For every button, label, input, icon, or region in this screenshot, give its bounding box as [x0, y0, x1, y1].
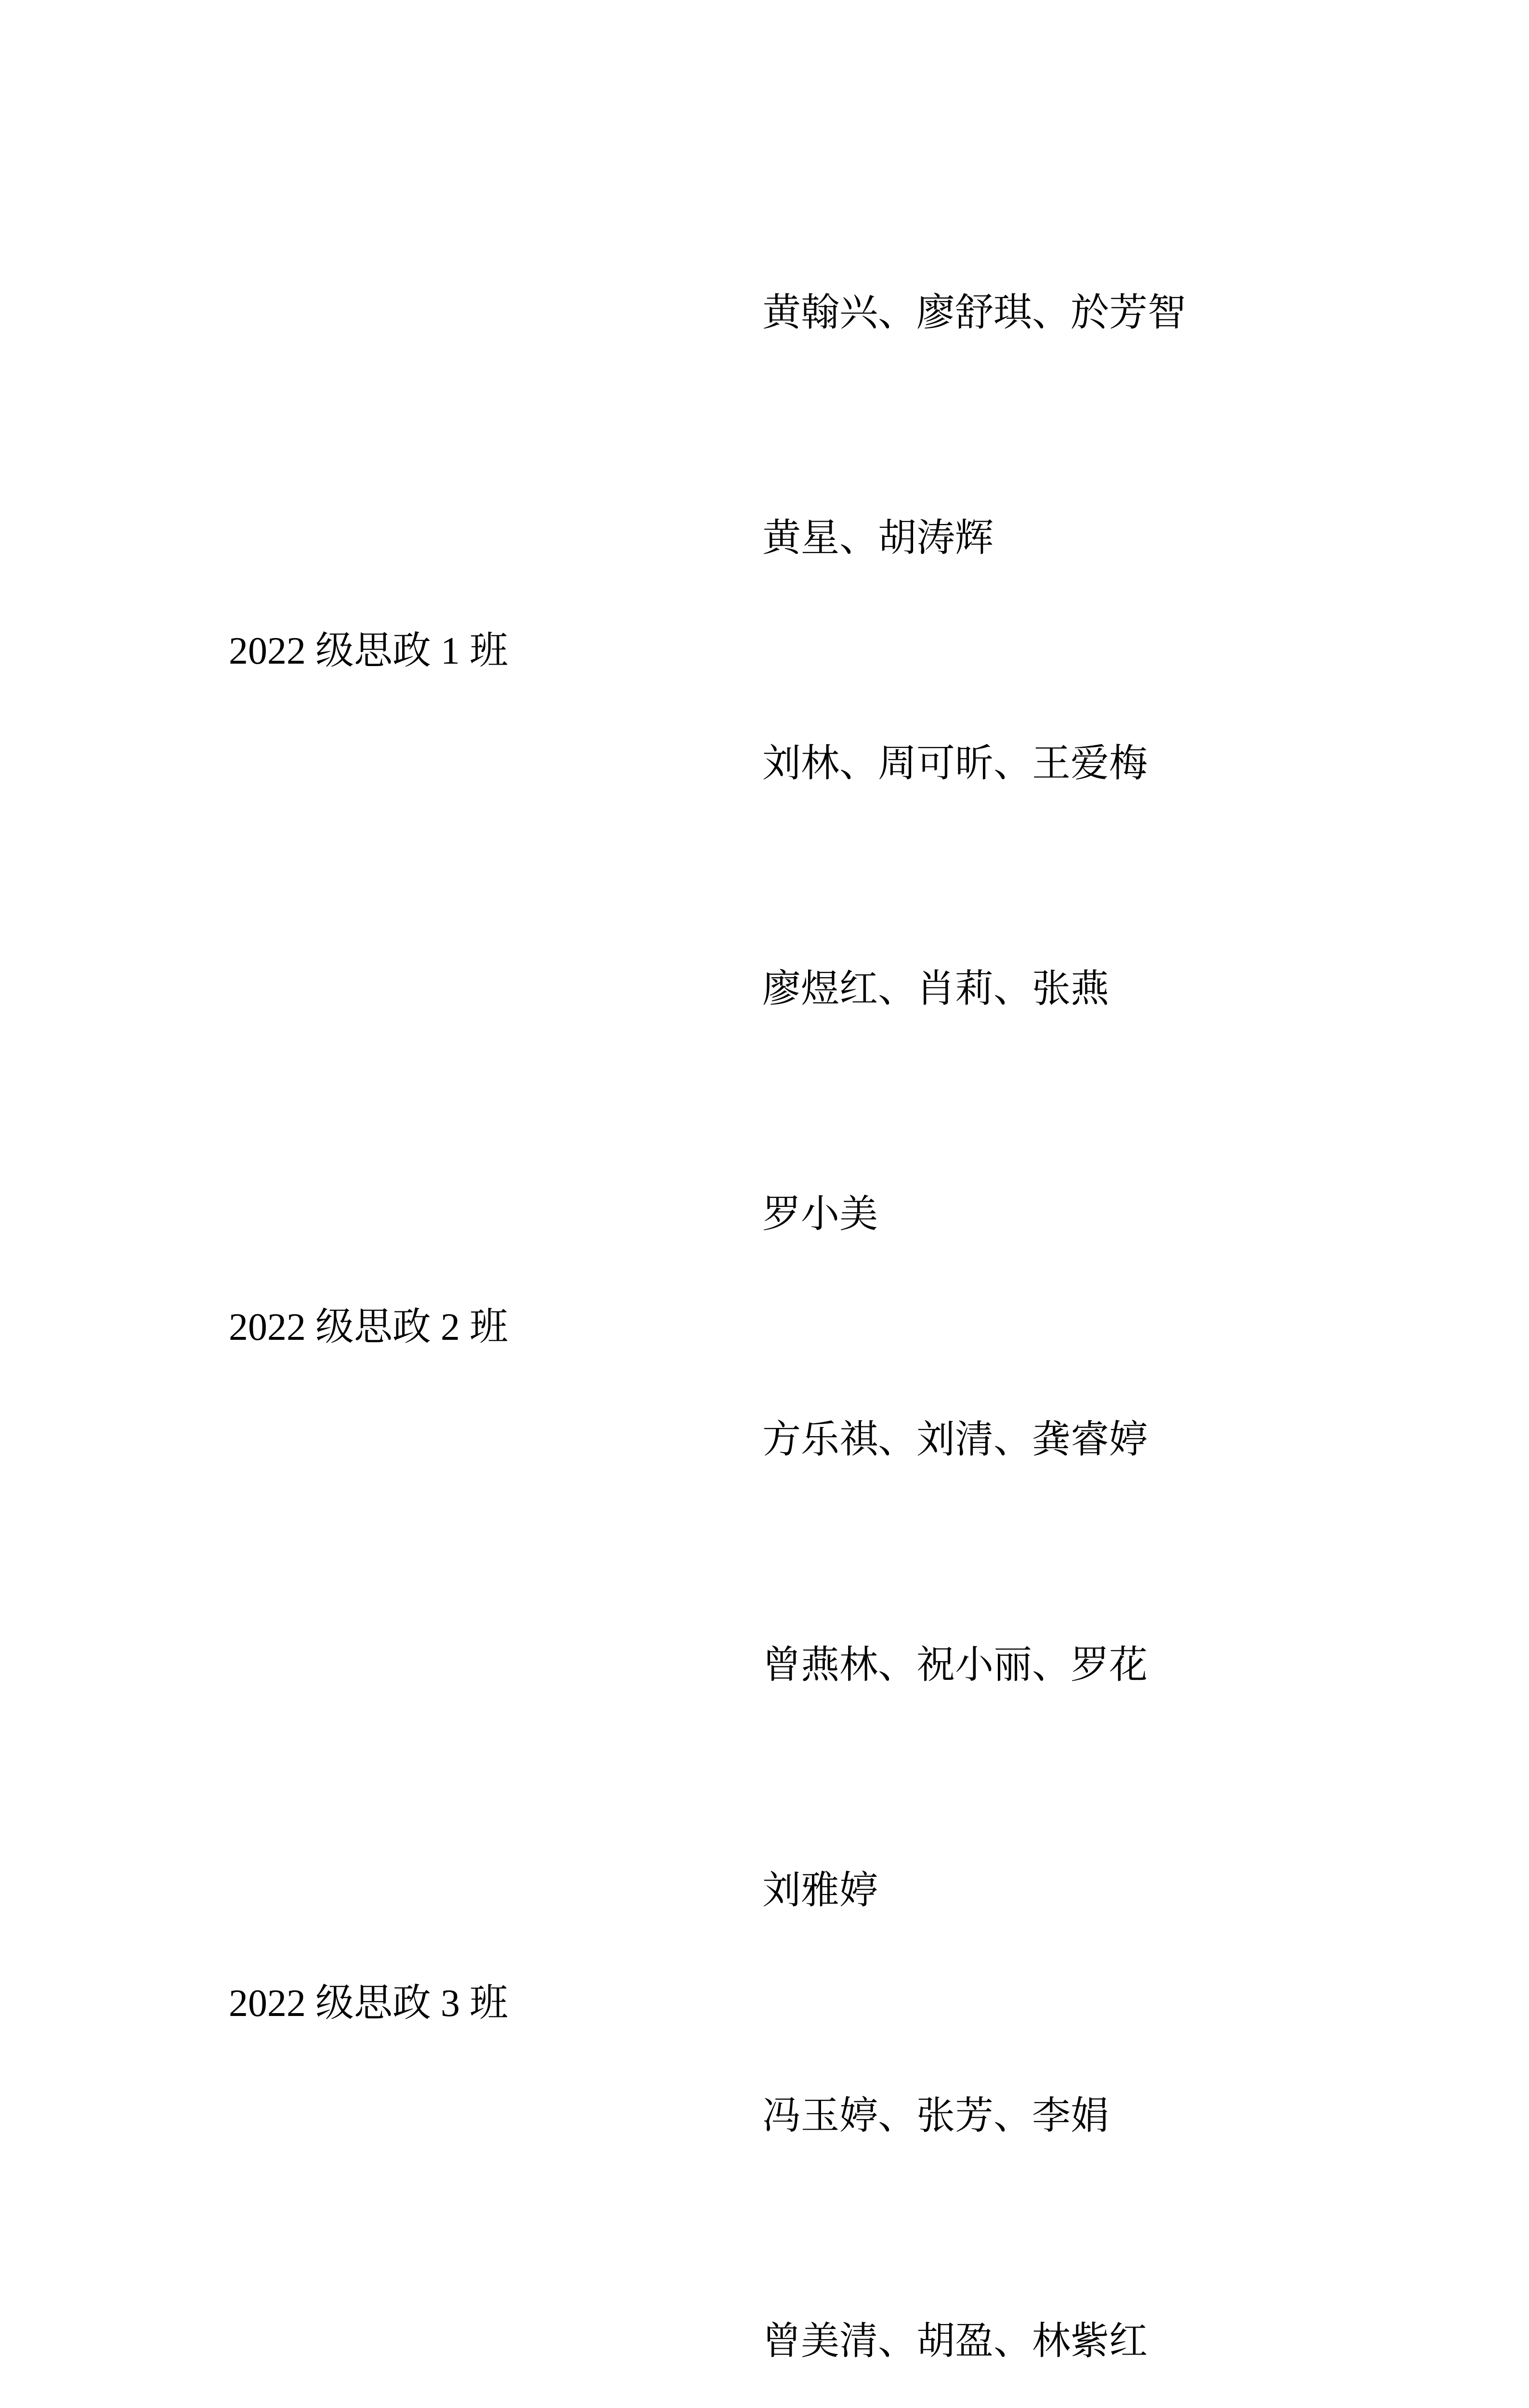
student-name-line: 刘雅婷 — [762, 1870, 878, 1912]
table-row — [229, 172, 1433, 623]
class-name-cell: 2022 级思政 2 班 — [229, 1306, 508, 1348]
student-names-cell — [762, 172, 1433, 623]
student-name-line: 曾美清、胡盈、林紫红 — [762, 2320, 1148, 2363]
student-names-cell — [762, 1299, 1433, 1976]
student-name-line: 廖煜红、肖莉、张燕 — [762, 968, 1109, 1010]
student-name-line: 黄星、胡涛辉 — [762, 517, 993, 560]
class-student-roster — [229, 172, 1433, 2408]
table-row — [229, 1299, 1433, 1976]
student-name-line: 曾燕林、祝小丽、罗花 — [762, 1644, 1148, 1687]
student-names-cell — [762, 1976, 1433, 2408]
student-names-cell — [762, 623, 1433, 1299]
table-row — [229, 1976, 1433, 2408]
student-name-line: 冯玉婷、张芳、李娟 — [762, 2095, 1109, 2137]
student-name-line: 罗小美 — [762, 1193, 878, 1236]
student-name-line: 刘林、周可昕、王爱梅 — [762, 743, 1148, 785]
student-name-line: 方乐祺、刘清、龚睿婷 — [762, 1419, 1148, 1461]
class-name-cell: 2022 级思政 3 班 — [229, 1982, 508, 2025]
table-row — [229, 623, 1433, 1299]
class-name-cell: 2022 级思政 1 班 — [229, 630, 508, 672]
student-name-line: 黄翰兴、廖舒琪、於芳智 — [762, 292, 1186, 334]
